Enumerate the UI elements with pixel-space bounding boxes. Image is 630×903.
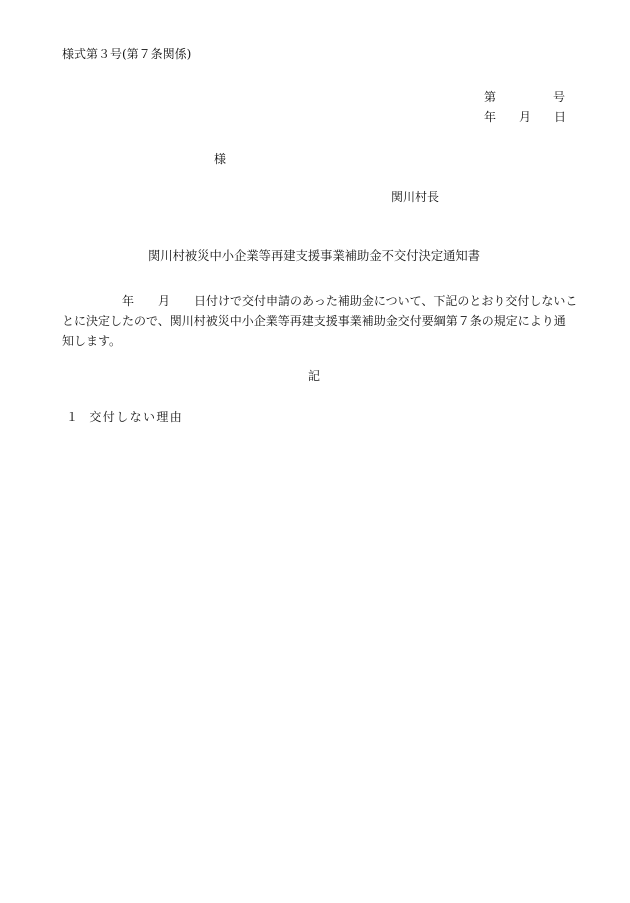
date-year: 年	[484, 110, 497, 124]
document-number-prefix: 第	[484, 90, 497, 104]
sender: 関川村長	[391, 190, 440, 204]
document-number-suffix: 号	[553, 90, 566, 104]
document-title: 関川村被災中小企業等再建支援事業補助金不交付決定通知書	[148, 249, 481, 263]
body-text	[62, 291, 578, 351]
item-number: １	[66, 410, 80, 424]
date-month: 月	[519, 110, 532, 124]
body-line-1: 年 月 日付けで交付申請のあった補助金について、下記のとおり交付しないこ	[122, 294, 578, 308]
list-item	[66, 411, 183, 423]
form-number: 様式第３号(第７条関係)	[62, 47, 192, 61]
body-line-2: とに決定したので、関川村被災中小企業等再建支援事業補助金交付要綱第７条の規定により通	[62, 314, 566, 328]
addressee: 様	[214, 152, 227, 166]
item-text: 交付しない理由	[89, 410, 184, 424]
body-line-3: 知します。	[62, 334, 122, 348]
date-day: 日	[554, 110, 567, 124]
ki-heading: 記	[308, 369, 321, 383]
